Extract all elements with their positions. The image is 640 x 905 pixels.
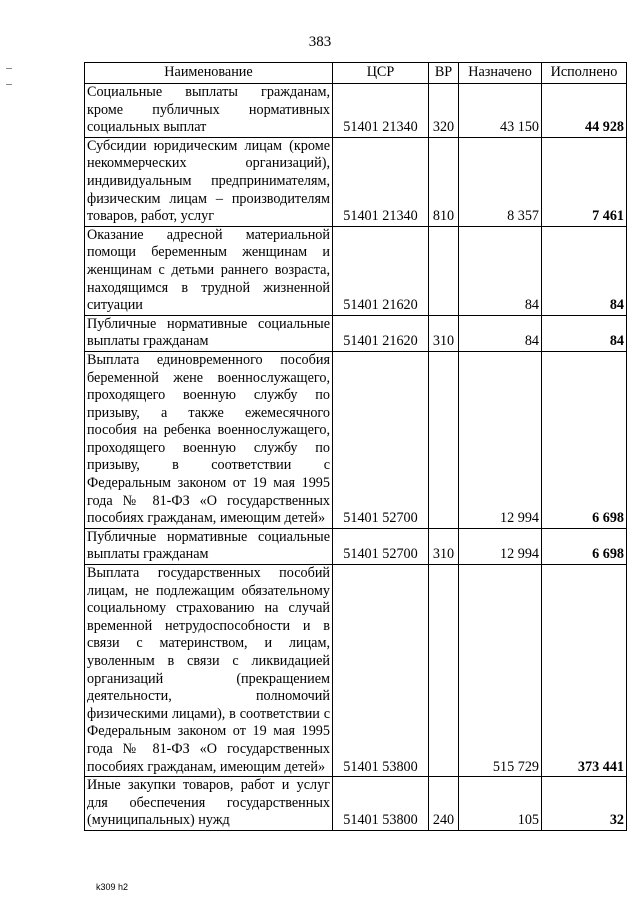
header-executed: Исполнено [542, 63, 627, 84]
row-csr: 51401 21340 [333, 137, 429, 226]
row-csr: 51401 52700 [333, 351, 429, 528]
table-header-row [85, 63, 627, 84]
row-executed: 7 461 [542, 137, 627, 226]
row-executed: 84 [542, 226, 627, 315]
table-row [85, 137, 627, 226]
row-vr: 310 [429, 315, 459, 351]
row-name: Иные закупки товаров, работ и услуг для обеспечения государственных (муниципальных) нужд [85, 777, 333, 831]
row-assigned: 12 994 [459, 351, 542, 528]
row-executed: 6 698 [542, 351, 627, 528]
footer-code: k309 h2 [96, 882, 129, 892]
table-row [85, 351, 627, 528]
budget-table [84, 62, 627, 831]
row-assigned: 84 [459, 226, 542, 315]
row-vr: 320 [429, 84, 459, 138]
row-csr: 51401 21340 [333, 84, 429, 138]
row-name: Выплата единовременного пособия беременной жене военнослужащего, проходящего военную службу по призыву, а также ежемесячного пособия на ребенка военнослужащего, проходящего военную службу по призыву, в соответствии с Федеральным законом от 19 мая 1995 года № 81-ФЗ «О государственных пособиях гражданам, имеющим детей» [85, 351, 333, 528]
header-assigned: Назначено [459, 63, 542, 84]
row-assigned: 43 150 [459, 84, 542, 138]
row-name: Субсидии юридическим лицам (кроме некоммерческих организаций), индивидуальным предпринимателям, физическим лицам – производителям товаров, работ, услуг [85, 137, 333, 226]
margin-mark [6, 84, 12, 85]
row-assigned: 84 [459, 315, 542, 351]
row-name: Выплата государственных пособий лицам, не подлежащим обязательному социальному страхованию на случай временной нетрудоспособности и в связи с материнством, и лицам, уволенным в связи с ликвидацией организаций (прекращением деятельности, полномочий физическими лицами), в соответствии с Федеральным законом от 19 мая 1995 года № 81-ФЗ «О государственных пособиях гражданам, имеющим детей» [85, 565, 333, 777]
table-row [85, 528, 627, 564]
row-name: Публичные нормативные социальные выплаты гражданам [85, 315, 333, 351]
margin-mark [6, 68, 12, 69]
row-vr: 240 [429, 777, 459, 831]
row-csr: 51401 52700 [333, 528, 429, 564]
row-csr: 51401 21620 [333, 226, 429, 315]
row-executed: 84 [542, 315, 627, 351]
header-name: Наименование [85, 63, 333, 84]
row-csr: 51401 53800 [333, 565, 429, 777]
table-row [85, 84, 627, 138]
header-csr: ЦСР [333, 63, 429, 84]
row-name: Социальные выплаты гражданам, кроме публичных нормативных социальных выплат [85, 84, 333, 138]
row-executed: 6 698 [542, 528, 627, 564]
row-executed: 373 441 [542, 565, 627, 777]
header-vr: ВР [429, 63, 459, 84]
row-vr [429, 565, 459, 777]
row-vr: 310 [429, 528, 459, 564]
table-row [85, 565, 627, 777]
row-name: Оказание адресной материальной помощи беременным женщинам и женщинам с детьми раннего возраста, находящимся в трудной жизненной ситуации [85, 226, 333, 315]
row-assigned: 515 729 [459, 565, 542, 777]
table-row [85, 315, 627, 351]
row-vr: 810 [429, 137, 459, 226]
row-vr [429, 226, 459, 315]
row-csr: 51401 53800 [333, 777, 429, 831]
table-row [85, 226, 627, 315]
row-assigned: 8 357 [459, 137, 542, 226]
row-executed: 44 928 [542, 84, 627, 138]
page-number: 383 [308, 34, 332, 50]
row-assigned: 105 [459, 777, 542, 831]
row-csr: 51401 21620 [333, 315, 429, 351]
row-vr [429, 351, 459, 528]
table-row [85, 777, 627, 831]
row-name: Публичные нормативные социальные выплаты гражданам [85, 528, 333, 564]
row-assigned: 12 994 [459, 528, 542, 564]
row-executed: 32 [542, 777, 627, 831]
